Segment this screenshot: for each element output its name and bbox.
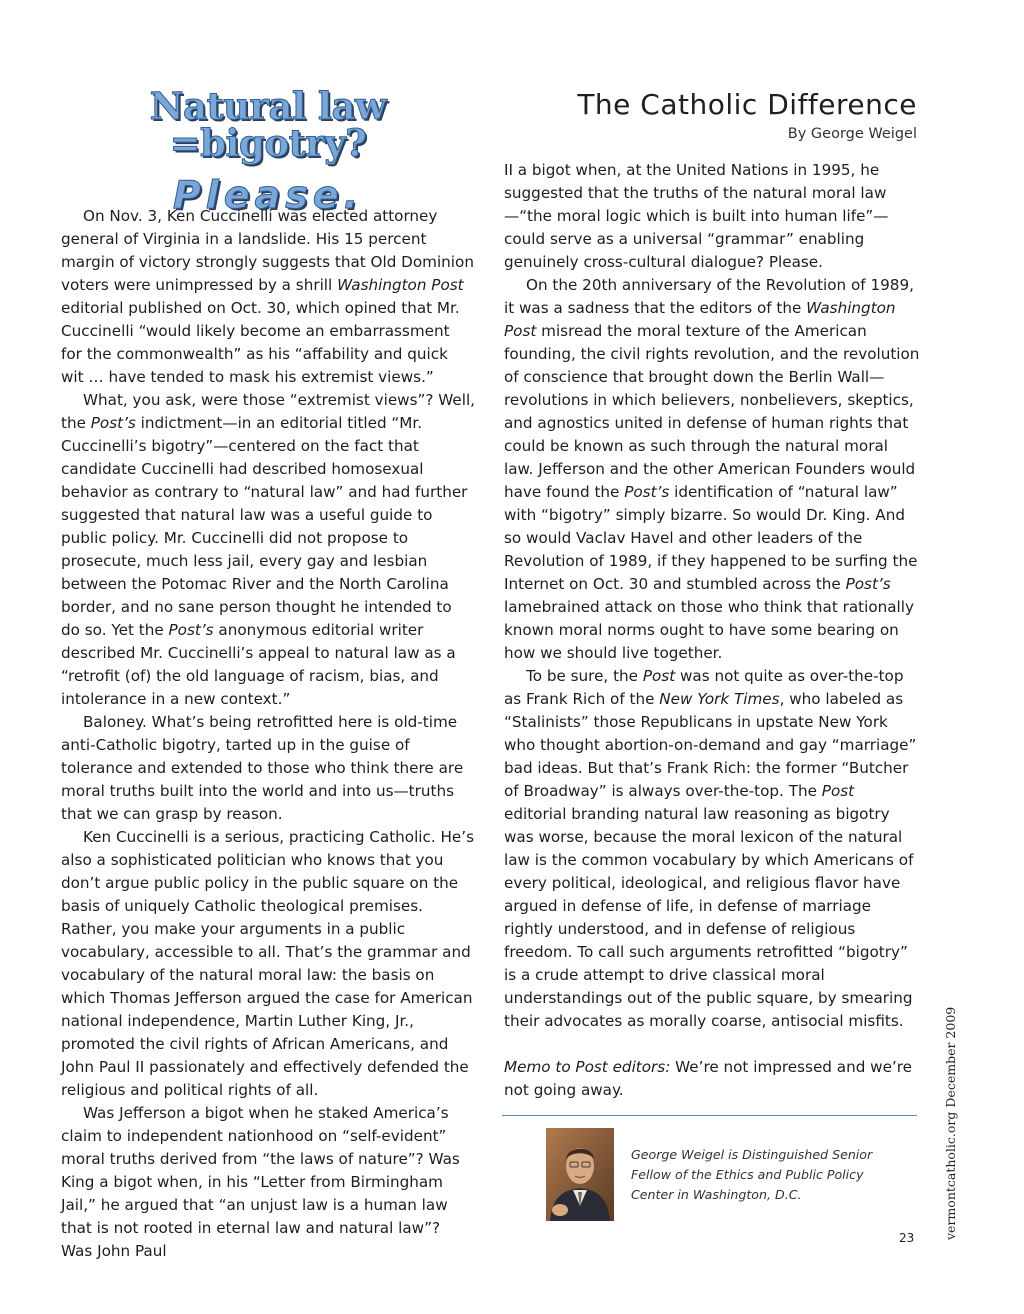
memo-label: Memo to Post editors:	[504, 1058, 671, 1076]
italic-title: Post’s	[168, 621, 214, 639]
paragraph-text: anonymous editorial writer described Mr. Cuccinelli’s appeal to natural law as a “retrofit (of) the old language of racism, bias, and intolerance in a new context.”	[61, 621, 456, 708]
italic-title: Washington Post	[504, 299, 896, 340]
author-photo	[546, 1128, 614, 1221]
paragraph-text: Was Jefferson a bigot when he staked America’s claim to independent nationhood on “self-evident” moral truths derived from “the laws of nature”? Was King a bigot when, in his “Letter from Birmingham Jail,” he argued that “an unjust law is a human law that is not rooted in eternal law and natural law”? Was John Paul	[61, 1104, 460, 1260]
paragraph-text: , who labeled as “Stalinists” those Republicans in upstate New York who thought abortion-on-demand and gay “marriage” bad ideas. But that’s Frank Rich: the former “Butcher of Broadway” is always over-the-top. The	[504, 690, 917, 800]
italic-title: New York Times	[659, 690, 780, 708]
author-photo-image	[546, 1128, 614, 1221]
paragraph-text: indictment—in an editorial titled “Mr. Cuccinelli’s bigotry”—centered on the fact that candidate Cuccinelli had described homosexual behavior as contrary to “natural law” and had further suggested that natural law was a useful guide to public policy. Mr. Cuccinelli did not propose to prosecute, much less jail, every gay and lesbian between the Potomac River and the North Carolina border, and no sane person thought he intended to do so. Yet the	[61, 414, 468, 639]
issue-date: December 2009	[943, 1006, 958, 1108]
right-column	[504, 159, 920, 1102]
paragraph-text: was not quite as over-the-top as Frank Rich of the	[504, 667, 904, 708]
paragraph-text: On Nov. 3, Ken Cuccinelli was elected attorney general of Virginia in a landslide. His 15 percent margin of victory strongly suggests that Old Dominion voters were unimpressed by a shrill	[61, 207, 474, 294]
right-paragraph	[504, 665, 920, 1033]
right-column-body	[504, 274, 920, 1033]
paragraph-text: To be sure, the	[526, 667, 643, 685]
divider-rule	[502, 1115, 917, 1116]
author-bio: George Weigel is Distinguished Senior Fellow of the Ethics and Public Policy Center in Washington, D.C.	[631, 1147, 873, 1202]
continued-paragraph: II a bigot when, at the United Nations in 1995, he suggested that the truths of the natural moral law—“the moral logic which is built into human life”—could serve as a universal “grammar” enabling genuinely cross-cultural dialogue? Please.	[504, 161, 889, 271]
italic-title: Post’s	[90, 414, 136, 432]
paragraph-text: identification of “natural law” with “bigotry” simply bizarre. So would Dr. King. And so would Vaclav Havel and other leaders of the Revolution of 1989, if they happened to be surfing the Internet on Oct. 30 and stumbled across the	[504, 483, 918, 593]
left-paragraph	[61, 205, 475, 389]
left-column	[61, 205, 475, 1263]
headline-line-2: Please.	[172, 173, 364, 217]
italic-title: Washington Post	[337, 276, 464, 294]
paragraph-text: Baloney. What’s being retrofitted here is old-time anti-Catholic bigotry, tarted up in the guise of tolerance and extended to those who think there are moral truths built into the world and into us—truths that we can grasp by reason.	[61, 713, 464, 823]
paragraph-text: editorial published on Oct. 30, which opined that Mr. Cuccinelli “would likely become an embarrassment for the commonwealth” as his “affability and quick wit … have tended to mask his extremist views.”	[61, 299, 460, 386]
paragraph-text: misread the moral texture of the American founding, the civil rights revolution, and the revolution of conscience that brought down the Berlin Wall—revolutions in which believers, nonbelievers, skeptics, and agnostics united in defense of human rights that could be known as such through the natural moral law. Jefferson and the other American Founders would have found the	[504, 322, 920, 501]
paragraph-text: What, you ask, were those “extremist views”? Well, the	[61, 391, 475, 432]
italic-title: Post	[821, 782, 855, 800]
byline: By George Weigel	[787, 126, 917, 142]
paragraph-text: On the 20th anniversary of the Revolution of 1989, it was a sadness that the editors of the	[504, 276, 914, 317]
memo-paragraph	[504, 1056, 920, 1102]
paragraph-text: lamebrained attack on those who think that rationally known moral norms ought to have some bearing on how we should live together.	[504, 598, 914, 662]
paragraph-text: editorial branding natural law reasoning as bigotry was worse, because the moral lexicon of the natural law is the common vocabulary by which Americans of every political, ideological, and religious flavor have argued in defense of life, in defense of marriage rightly understood, and in defense of religious freedom. To call such arguments retrofitted “bigotry” is a crude attempt to drive classical moral understandings out of the public square, by smearing their advocates as morally coarse, antisocial misfits.	[504, 805, 914, 1030]
page-number: 23	[899, 1231, 915, 1245]
column-title: The Catholic Difference	[577, 88, 917, 121]
publication-footer	[943, 1007, 958, 1240]
headline	[58, 84, 478, 217]
italic-title: Post	[642, 667, 676, 685]
paragraph-text: Ken Cuccinelli is a serious, practicing Catholic. He’s also a sophisticated politician who knows that you don’t argue public policy in the public square on the basis of uniquely Catholic theological premises. Rather, you make your arguments in a public vocabulary, accessible to all. That’s the grammar and vocabulary of the natural moral law: the basis on which Thomas Jefferson argued the case for American national independence, Martin Luther King, Jr., promoted the civil rights of African Americans, and John Paul II passionately and effectively defended the religious and political rights of all.	[61, 828, 475, 1099]
italic-title: Post’s	[624, 483, 670, 501]
right-paragraph	[504, 274, 920, 665]
headline-line-1: Natural law =bigotry?	[149, 84, 387, 165]
left-paragraph	[61, 711, 475, 826]
left-paragraph	[61, 826, 475, 1102]
memo-text: We’re not impressed and we’re not going away.	[504, 1058, 913, 1099]
site-name: vermontcatholic.org	[943, 1111, 958, 1240]
italic-title: Post’s	[845, 575, 891, 593]
left-paragraph	[61, 389, 475, 711]
left-paragraph	[61, 1102, 475, 1263]
